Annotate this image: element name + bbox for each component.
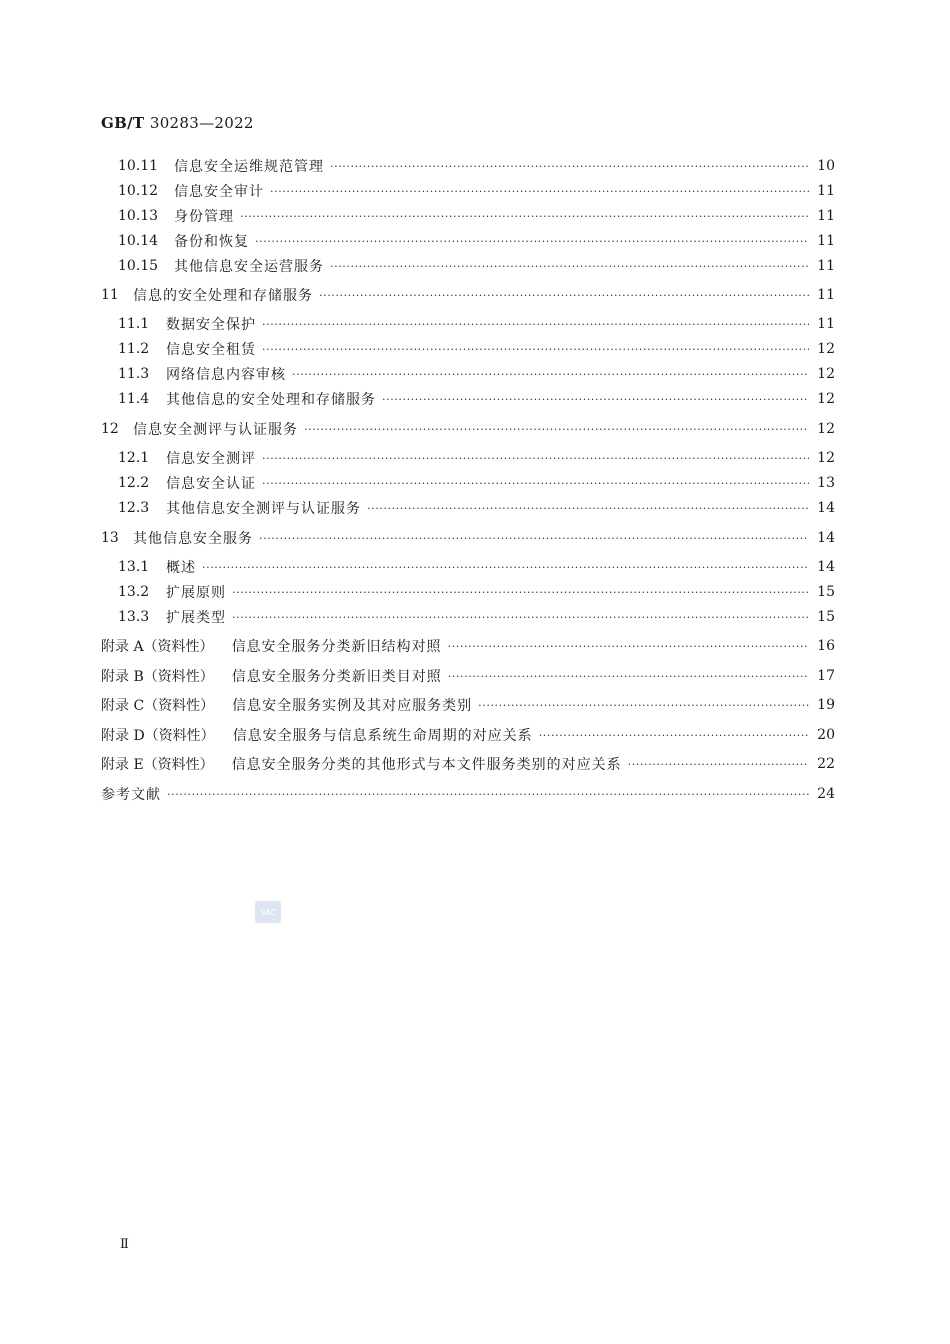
toc-entry-page: 11 [817,287,835,303]
toc-entry-number: 10.13 [118,208,159,224]
toc-leader-dots [448,665,809,687]
toc-entry-page: 14 [817,530,835,546]
toc-entry-page: 16 [817,638,835,654]
toc-entry-number: 11 [101,287,119,303]
toc-entry-number: 13.3 [118,609,150,625]
toc-leader-dots [330,255,809,277]
toc-entry-title: 其他信息的安全处理和存储服务 [166,392,376,408]
toc-entry-page: 12 [817,341,835,357]
toc-entry[interactable] [118,255,835,277]
sac-watermark-logo: SAC [255,901,281,923]
toc-entry-number: 11.4 [118,391,150,407]
toc-entry-title: 数据安全保护 [166,317,256,333]
toc-annex-entry[interactable] [101,724,835,746]
toc-leader-dots [478,694,809,716]
toc-entry-title: 参考文献 [101,787,161,803]
toc-entry-number: 11.2 [118,341,150,357]
toc-entry-number: 附录 B（资料性） [101,669,214,685]
toc-entry-number: 13.1 [118,559,150,575]
toc-entry-number: 10.14 [118,233,159,249]
standard-number: 30283—2022 [149,114,254,132]
toc-entry-number: 附录 C（资料性） [101,698,215,714]
toc-leader-dots [270,180,809,202]
toc-entry-title: 信息的安全处理和存储服务 [133,288,313,304]
toc-entry-title: 信息安全服务与信息系统生命周期的对应关系 [232,728,533,744]
toc-annex-entry[interactable] [101,665,835,687]
toc-entry-title: 信息安全服务分类新旧类目对照 [231,669,442,685]
toc-leader-dots [330,155,809,177]
toc-entry-number: 11.3 [118,366,150,382]
toc-entry-number: 13 [101,530,119,546]
toc-entry-page: 22 [817,756,835,772]
toc-leader-dots [448,635,809,657]
toc-entry[interactable] [101,418,835,440]
toc-entry[interactable] [118,556,835,578]
toc-entry-title: 信息安全审计 [174,184,264,200]
toc-entry-title: 信息安全租赁 [166,342,256,358]
toc-entry-page: 17 [817,668,835,684]
toc-entry-number: 13.2 [118,584,150,600]
toc-leader-dots [539,724,809,746]
toc-entry[interactable] [118,497,835,519]
toc-entry-number: 10.12 [118,183,159,199]
toc-entry-number: 10.15 [118,258,159,274]
toc-entry[interactable] [118,313,835,335]
toc-entry[interactable] [118,230,835,252]
toc-annex-entry[interactable] [101,635,835,657]
toc-entry-page: 11 [817,316,835,332]
toc-entry-number: 10.11 [118,158,159,174]
toc-entry-title: 其他信息安全服务 [133,531,253,547]
toc-entry-page: 12 [817,366,835,382]
toc-entry[interactable] [118,447,835,469]
toc-entry-title: 信息安全认证 [166,476,256,492]
toc-annex-entry[interactable] [101,694,835,716]
toc-entry-number: 12 [101,421,119,437]
toc-entry-page: 14 [817,500,835,516]
toc-entry[interactable] [101,284,835,306]
toc-leader-dots [262,447,809,469]
toc-annex-entry[interactable] [101,753,835,775]
toc-leader-dots [367,497,809,519]
toc-leader-dots [262,472,809,494]
toc-entry[interactable] [118,606,835,628]
toc-entry-title: 扩展原则 [166,585,226,601]
toc-leader-dots [202,556,809,578]
toc-entry-page: 11 [817,233,835,249]
toc-entry-number: 附录 E（资料性） [101,757,214,773]
toc-entry-page: 13 [817,475,835,491]
toc-entry-page: 15 [817,609,835,625]
toc-entry-page: 12 [817,421,835,437]
toc-leader-dots [319,284,809,306]
toc-entry-title: 信息安全测评与认证服务 [133,422,298,438]
toc-entry-number: 11.1 [118,316,150,332]
document-header [101,114,254,132]
toc-entry-number: 12.3 [118,500,150,516]
toc-entry-page: 10 [817,158,835,174]
toc-entry-title: 其他信息安全运营服务 [174,259,324,275]
toc-entry[interactable] [101,527,835,549]
toc-leader-dots [382,388,809,410]
toc-entry-number: 附录 A（资料性） [101,639,214,655]
page-number: Ⅱ [120,1237,129,1252]
toc-entry-title: 信息安全服务实例及其对应服务类别 [232,698,473,714]
toc-entry-page: 15 [817,584,835,600]
toc-leader-dots [255,230,809,252]
toc-entry-number: 12.2 [118,475,150,491]
toc-entry[interactable] [118,338,835,360]
toc-entry-page: 14 [817,559,835,575]
toc-entry[interactable] [118,155,835,177]
toc-entry-title: 信息安全测评 [166,451,256,467]
toc-entry-page: 11 [817,258,835,274]
toc-entry-page: 12 [817,391,835,407]
toc-entry-title: 信息安全运维规范管理 [174,159,324,175]
toc-entry-title: 信息安全服务分类新旧结构对照 [231,639,442,655]
toc-entry[interactable] [118,581,835,603]
toc-leader-dots [292,363,809,385]
toc-entry[interactable] [118,472,835,494]
toc-references-entry[interactable] [101,783,835,805]
toc-leader-dots [232,606,809,628]
toc-entry-title: 概述 [166,560,196,576]
toc-entry[interactable] [118,388,835,410]
toc-entry-title: 身份管理 [174,209,234,225]
toc-entry-page: 20 [817,727,835,743]
toc-entry-title: 扩展类型 [166,610,226,626]
standard-prefix: GB/T [101,114,145,132]
toc-entry-page: 11 [817,183,835,199]
toc-leader-dots [628,753,809,775]
toc-leader-dots [232,581,809,603]
toc-leader-dots [262,338,809,360]
toc-entry-title: 网络信息内容审核 [166,367,286,383]
toc-entry-page: 11 [817,208,835,224]
toc-leader-dots [262,313,809,335]
toc-entry-number: 附录 D（资料性） [101,728,215,744]
toc-entry-title: 其他信息安全测评与认证服务 [166,501,361,517]
toc-entry-page: 12 [817,450,835,466]
toc-entry[interactable] [118,205,835,227]
toc-entry-title: 信息安全服务分类的其他形式与本文件服务类别的对应关系 [231,757,622,773]
toc-leader-dots [304,418,809,440]
toc-leader-dots [259,527,809,549]
toc-entry-number: 12.1 [118,450,150,466]
toc-entry-page: 24 [817,786,835,802]
toc-leader-dots [240,205,809,227]
toc-entry[interactable] [118,363,835,385]
toc-entry-title: 备份和恢复 [174,234,249,250]
toc-entry-page: 19 [817,697,835,713]
toc-entry[interactable] [118,180,835,202]
toc-leader-dots [167,783,809,805]
